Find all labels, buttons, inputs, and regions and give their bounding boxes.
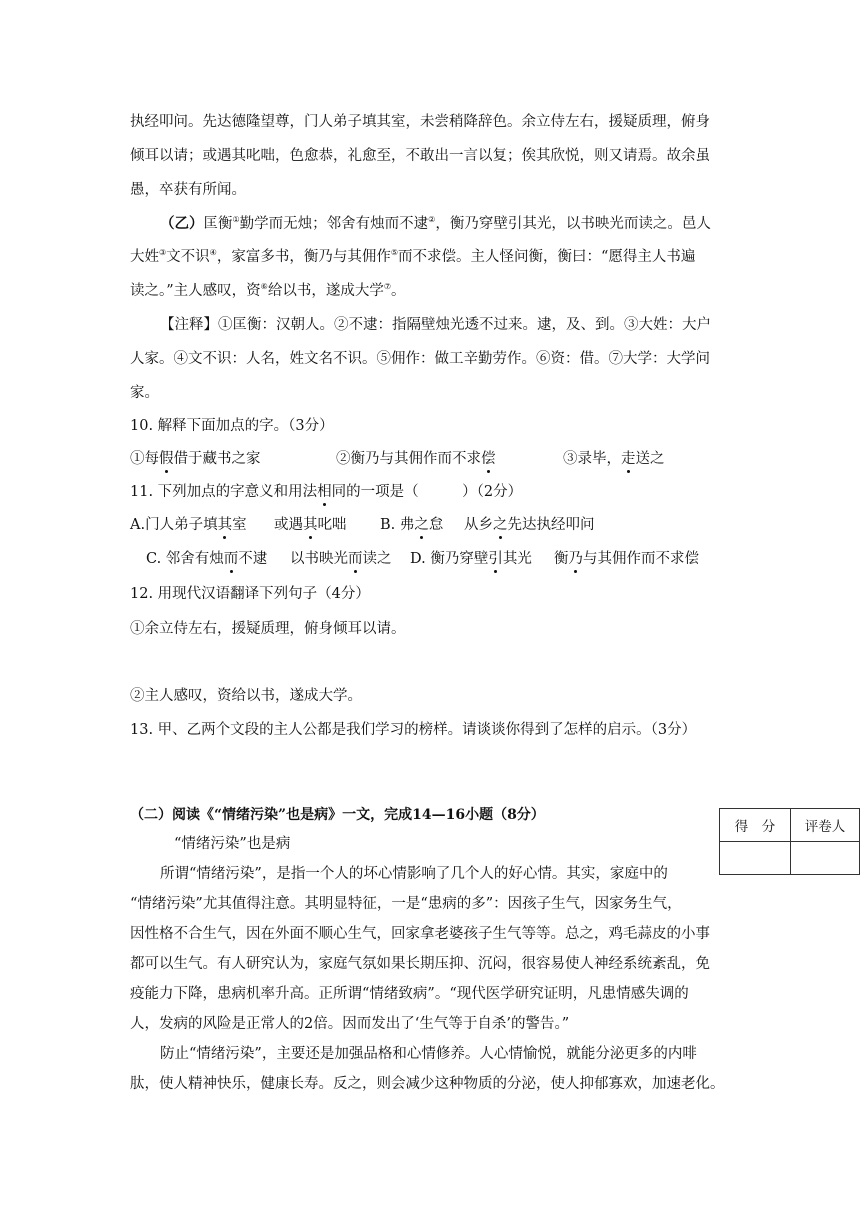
text: A.门人弟子填 [130,517,218,533]
text: D. 衡乃穿壁 [410,551,489,567]
dotted-char: 之 [414,517,429,533]
score-box [719,808,860,875]
footnote-marker: ④ [209,248,217,258]
text: 其光 [502,551,532,567]
text: 匡衡 [203,216,233,232]
dotted-char: 相 [317,484,332,500]
text: 而不求偿。主人怪问衡，衡曰：“愿得主人书遍 [398,249,696,265]
dotted-char: 其 [303,517,318,533]
article-line: 疫能力下降，患病机率升高。正所谓“情绪致病”。“现代医学研究证明，凡患情感失调的 [130,986,689,1002]
dotted-char: 而 [223,551,239,567]
text: 与其佣作而不求偿 [583,551,699,567]
article-title: “情绪污染”也是病 [174,836,291,852]
text: ，衡乃穿壁引其光，以书映光而读之。邑人 [435,216,711,232]
text: ②衡乃与其佣作而不求 [336,451,481,467]
text: 给以书，遂成大学 [267,283,384,299]
text: 借于藏书之家 [173,451,261,467]
question-11-stem [130,482,522,502]
option-c-2 [290,549,392,569]
dotted-char: 走 [621,451,636,467]
option-b [380,515,443,535]
question-10-items [130,449,261,469]
text: 以书映光 [290,551,348,567]
text: 叱咄 [317,517,347,533]
text: ，家富多书，衡乃与其佣作 [216,249,391,265]
dotted-char: 引 [488,551,503,567]
footnote-marker: ⑦ [383,282,392,292]
notes-line: 人家。④文不识：人名，姓文名不识。⑤佣作：做工辛勤劳作。⑥资：借。⑦大学：大学问 [130,351,710,367]
option-d [410,549,532,569]
section-2-heading: （二）阅读《“情绪污染”也是病》一文，完成14—16小题（8分） [130,807,545,823]
text: 11. 下列加点的字意义和用法 [130,484,318,500]
passage-a-line: 倾耳以请；或遇其叱咄，色愈恭，礼愈至，不敢出一言以复；俟其欣悦，则又请焉。故余虽 [130,148,710,164]
option-a [130,515,247,535]
text: 同的一项是（ ）（2分） [331,484,523,500]
article-line: 肽，使人精神快乐，健康长寿。反之，则会减少这种物质的分泌，使人抑郁寡欢，加速老化。 [130,1076,725,1092]
score-label: 得 分 [720,809,791,842]
option-b-2 [464,515,595,535]
option-a-2 [274,515,347,535]
footnote-marker: ⑤ [390,248,399,258]
score-cell[interactable] [720,842,791,875]
article-line: “情绪污染”尤其值得注意。其明显特征，一是“患病的多”：因孩子生气，因家务生气， [130,896,682,912]
question-12-stem: 12. 用现代汉语翻译下列句子（4分） [130,586,370,602]
footnote-marker: ③ [159,248,167,258]
passage-b-label: （乙） [160,215,204,232]
text: 或遇 [274,517,303,533]
notes-line: 【注释】①匡衡：汉朝人。②不逮：指隔壁烛光透不过来。逮，及、到。③大姓：大户 [160,317,711,333]
question-12-sentence-1: ①余立侍左右，援疑质理，俯身倾耳以请。 [130,621,406,637]
passage-b-line [130,281,406,301]
text: 不逮 [238,551,268,567]
grader-cell[interactable] [791,842,860,875]
question-10-stem: 10. 解释下面加点的字。（3分） [130,418,334,434]
text: 怠 [428,517,444,533]
text: 室 [232,517,247,533]
text: 从乡 [464,517,493,533]
footnote-marker: ① [232,215,240,225]
article-line: 防止“情绪污染”，主要还是加强品格和心情修养。人心情愉悦，就能分泌更多的内啡 [160,1046,697,1062]
dotted-char: 偿 [481,451,496,467]
text: C. 邻舍有烛 [146,551,224,567]
dotted-char: 之 [493,517,508,533]
footnote-marker: ② [428,215,436,225]
text: 大姓 [130,249,159,265]
article-line: 人，发病的风险是正常人的2倍。因而发出了‘生气等于自杀’的警告。” [130,1016,570,1032]
text: B. 弗 [380,517,415,533]
passage-b-line [130,247,695,267]
text: 读之。”主人感叹，资 [130,283,261,299]
dotted-char: 假 [159,451,174,467]
question-10-item [563,449,665,469]
option-d-2 [554,549,699,569]
article-line: 因性格不合生气，因在外面不顺心生气，回家拿老婆孩子生气等等。总之，鸡毛蒜皮的小事 [130,926,710,942]
text: 先达执经叩问 [507,517,595,533]
text: 衡 [554,551,569,567]
footnote-marker: ⑥ [260,282,268,292]
notes-line: 家。 [130,385,159,401]
passage-a-line: 执经叩问。先达德隆望尊，门人弟子填其室，未尝稍降辞色。余立侍左右，援疑质理，俯身 [130,114,710,130]
dotted-char: 而 [348,551,363,567]
text: ①每 [130,451,159,467]
dotted-char: 其 [217,517,233,533]
text: 勤学而无烛；邻舍有烛而不逮 [239,216,429,232]
grader-label: 评卷人 [791,809,860,842]
passage-b-line [160,214,711,234]
question-12-sentence-2: ②主人感叹，资给以书，遂成大学。 [130,688,362,704]
article-line: 都可以生气。有人研究认为，家庭气氛如果长期压抑、沉闷，很容易使人神经系统紊乱，免 [130,956,710,972]
text: ③录毕， [563,451,621,467]
text: 。 [391,283,406,299]
article-line: 所谓“情绪污染”，是指一个人的坏心情影响了几个人的好心情。其实，家庭中的 [160,866,668,882]
question-10-item [336,449,496,469]
dotted-char: 乃 [568,551,583,567]
option-c [146,549,267,569]
text: 送之 [635,451,665,467]
passage-a-line: 愚，卒获有所闻。 [130,182,246,198]
text: 读之 [362,551,392,567]
text: 文不识 [166,249,210,265]
question-13-stem: 13. 甲、乙两个文段的主人公都是我们学习的榜样。请谈谈你得到了怎样的启示。（3分） [130,722,697,738]
